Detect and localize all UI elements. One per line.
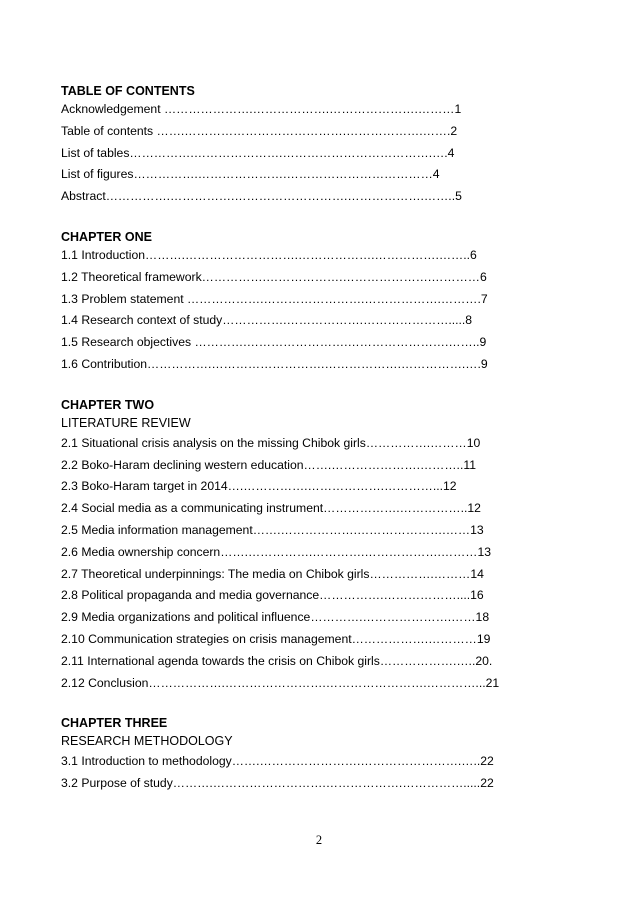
section-heading: TABLE OF CONTENTS — [61, 84, 195, 98]
toc-entry: 2.12 Conclusion……………….…………………….…………………….…………...21 — [61, 675, 500, 690]
toc-entry: 2.5 Media information management…….……………….………………….……13 — [61, 522, 484, 537]
toc-section-front-matter — [61, 82, 531, 209]
toc-entry: 2.3 Boko-Haram target in 2014….…………….……………….…………...12 — [61, 479, 457, 494]
toc-entry: 2.2 Boko-Haram declining western education…….………………….………..11 — [61, 457, 476, 472]
section-gap — [61, 377, 531, 396]
toc-entry: 2.1 Situational crisis analysis on the missing Chibok girls…………….………10 — [61, 435, 481, 450]
toc-entry: Table of contents …….………………………………….……………….…….2 — [61, 123, 458, 138]
toc-entry: 2.6 Media ownership concern…….…………….………….……………….………13 — [61, 544, 492, 559]
toc-section-chapter-one — [61, 228, 531, 377]
toc-entry: 2.4 Social media as a communicating instrument……………….……………..12 — [61, 501, 481, 516]
section-heading: CHAPTER THREE — [61, 716, 168, 731]
page-number: 2 — [315, 833, 323, 847]
toc-entry: 3.2 Purpose of study……….……………………….……………….…………….....22 — [61, 776, 494, 791]
section-gap — [61, 209, 531, 228]
toc-entry: List of tables…………….………………….……………………………….….4 — [61, 145, 455, 160]
section-subheading: RESEARCH METHODOLOGY — [61, 734, 233, 749]
section-heading: CHAPTER TWO — [61, 397, 155, 412]
section-subheading: LITERATURE REVIEW — [61, 415, 191, 430]
toc-entry: 2.7 Theoretical underpinnings: The media on Chibok girls…………….………14 — [61, 566, 484, 581]
toc-entry: 1.5 Research objectives ………….…………………….…………………….……..9 — [61, 335, 487, 350]
table-of-contents — [61, 82, 531, 796]
toc-entry: 3.1 Introduction to methodology…….…………………….…………………….…..22 — [61, 754, 494, 769]
toc-entry: 1.4 Research context of study…………….……………….………………….....8 — [61, 313, 473, 328]
toc-entry: 2.10 Communication strategies on crisis management……………….…………19 — [61, 631, 491, 646]
toc-entry: 1.1 Introduction……….……………………….……………….…………….……..6 — [61, 247, 477, 262]
toc-section-chapter-two — [61, 396, 531, 696]
section-heading: CHAPTER ONE — [61, 229, 152, 244]
toc-entry: 2.8 Political propaganda and media governance…………….………………....16 — [61, 588, 484, 603]
toc-entry: 1.3 Problem statement ……………….…………………….……………….……….7 — [61, 291, 488, 306]
toc-entry: Abstract…………….…………….……………………….……………….……..5 — [61, 189, 462, 204]
toc-entry: 1.2 Theoretical framework…………….……………….………………….…………6 — [61, 269, 487, 284]
toc-entry: Acknowledgement ………………….……………….………………….………1 — [61, 102, 462, 116]
toc-entry: 2.9 Media organizations and political influence………….………………….……18 — [61, 610, 490, 625]
toc-entry: 2.11 International agenda towards the crisis on Chibok girls……………….…..20. — [61, 653, 493, 668]
section-gap — [61, 695, 531, 714]
toc-entry: List of figures…………….………………….………………………………4 — [61, 167, 440, 182]
toc-entry: 1.6 Contribution…………….……………………….……………….…………….….9 — [61, 356, 488, 371]
toc-section-chapter-three — [61, 714, 531, 796]
